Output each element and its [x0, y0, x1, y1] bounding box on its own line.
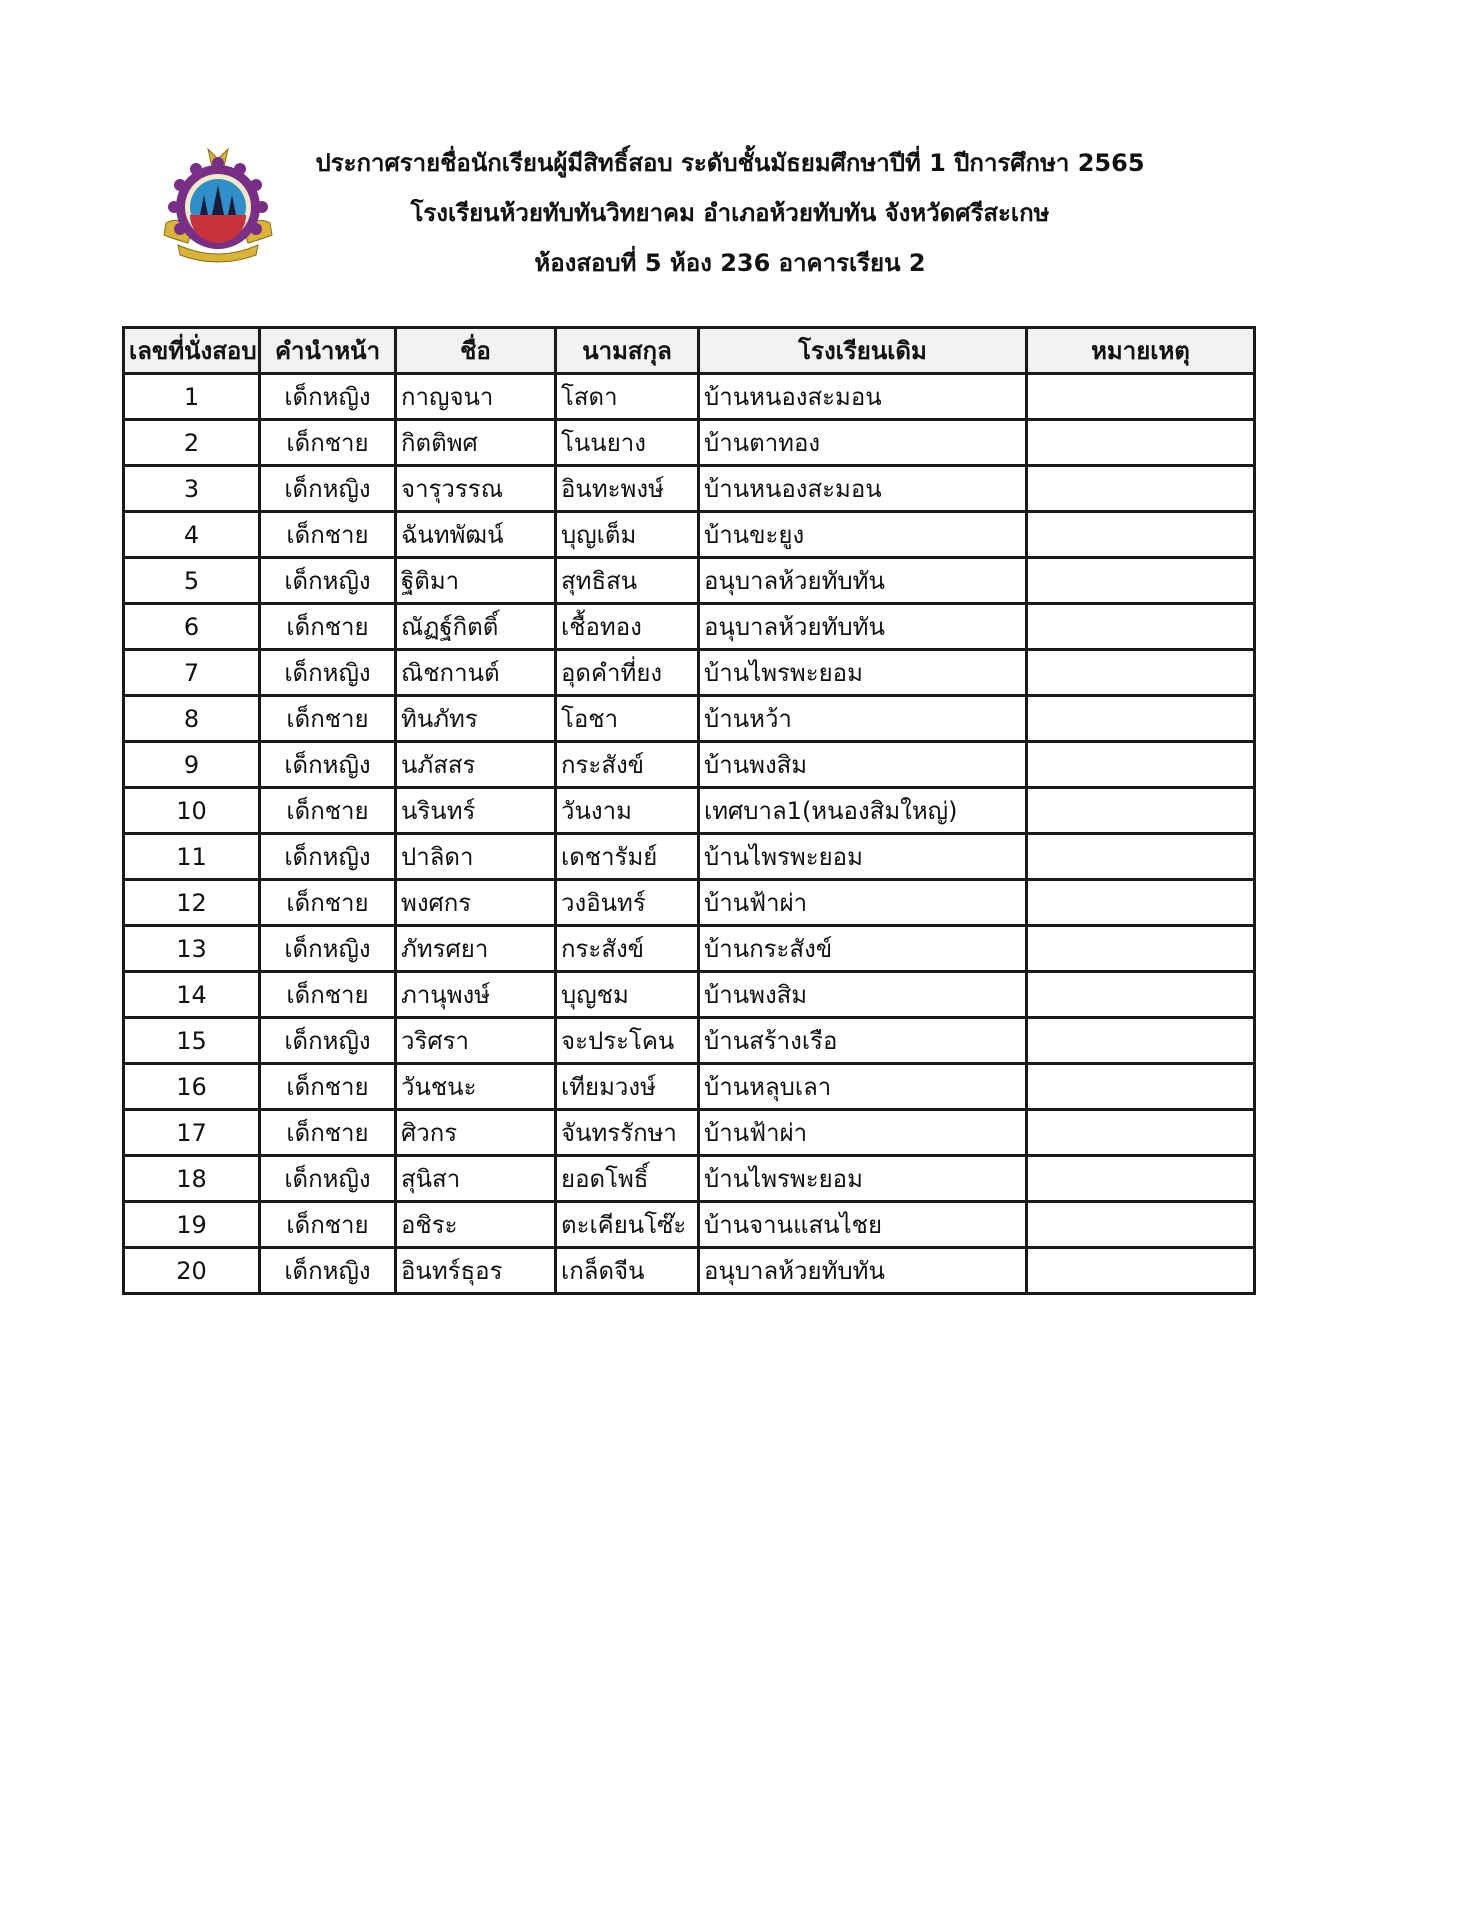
table-row [124, 374, 1255, 420]
table-row [124, 1018, 1255, 1064]
page-header [280, 138, 1180, 288]
student-roster-table [122, 326, 1256, 1295]
previous-school-cell: บ้านไพรพะยอม [699, 834, 1027, 880]
remarks-cell [1027, 696, 1255, 742]
remarks-cell [1027, 972, 1255, 1018]
prefix-cell: เด็กชาย [260, 1110, 396, 1156]
last-name-cell: โนนยาง [556, 420, 699, 466]
first-name-cell: ทินภัทร [396, 696, 556, 742]
table-row [124, 1110, 1255, 1156]
seat-number-cell: 6 [124, 604, 260, 650]
remarks-cell [1027, 374, 1255, 420]
seat-number-cell: 9 [124, 742, 260, 788]
remarks-cell [1027, 1202, 1255, 1248]
table-header-row [124, 328, 1255, 374]
remarks-cell [1027, 1248, 1255, 1294]
first-name-cell: กาญจนา [396, 374, 556, 420]
column-header-prefix: คำนำหน้า [260, 328, 396, 374]
table-row [124, 1248, 1255, 1294]
previous-school-cell: เทศบาล1(หนองสิมใหญ่) [699, 788, 1027, 834]
first-name-cell: ภานุพงษ์ [396, 972, 556, 1018]
table-row [124, 1202, 1255, 1248]
prefix-cell: เด็กชาย [260, 1202, 396, 1248]
prefix-cell: เด็กหญิง [260, 1156, 396, 1202]
last-name-cell: อินทะพงษ์ [556, 466, 699, 512]
last-name-cell: บุญชม [556, 972, 699, 1018]
first-name-cell: ภัทรศยา [396, 926, 556, 972]
seat-number-cell: 17 [124, 1110, 260, 1156]
seat-number-cell: 5 [124, 558, 260, 604]
seat-number-cell: 14 [124, 972, 260, 1018]
seat-number-cell: 7 [124, 650, 260, 696]
remarks-cell [1027, 1110, 1255, 1156]
remarks-cell [1027, 926, 1255, 972]
prefix-cell: เด็กชาย [260, 420, 396, 466]
first-name-cell: ฐิติมา [396, 558, 556, 604]
first-name-cell: ณัฏฐ์กิตติ์ [396, 604, 556, 650]
table-row [124, 834, 1255, 880]
last-name-cell: เชื้อทอง [556, 604, 699, 650]
remarks-cell [1027, 558, 1255, 604]
first-name-cell: นรินทร์ [396, 788, 556, 834]
seat-number-cell: 1 [124, 374, 260, 420]
previous-school-cell: บ้านหนองสะมอน [699, 374, 1027, 420]
last-name-cell: จันทรรักษา [556, 1110, 699, 1156]
table-row [124, 604, 1255, 650]
seat-number-cell: 18 [124, 1156, 260, 1202]
table-row [124, 650, 1255, 696]
first-name-cell: ปาลิดา [396, 834, 556, 880]
previous-school-cell: บ้านกระสังข์ [699, 926, 1027, 972]
last-name-cell: เกล็ดจีน [556, 1248, 699, 1294]
previous-school-cell: อนุบาลห้วยทับทัน [699, 558, 1027, 604]
last-name-cell: กระสังข์ [556, 926, 699, 972]
previous-school-cell: บ้านฟ้าผ่า [699, 1110, 1027, 1156]
seat-number-cell: 13 [124, 926, 260, 972]
remarks-cell [1027, 742, 1255, 788]
seat-number-cell: 11 [124, 834, 260, 880]
remarks-cell [1027, 1156, 1255, 1202]
school-emblem-icon [160, 145, 276, 267]
last-name-cell: จะประโคน [556, 1018, 699, 1064]
table-row [124, 466, 1255, 512]
table-row [124, 972, 1255, 1018]
last-name-cell: อุดคำที่ยง [556, 650, 699, 696]
previous-school-cell: บ้านตาทอง [699, 420, 1027, 466]
remarks-cell [1027, 788, 1255, 834]
last-name-cell: เดชารัมย์ [556, 834, 699, 880]
previous-school-cell: บ้านขะยูง [699, 512, 1027, 558]
seat-number-cell: 19 [124, 1202, 260, 1248]
column-header-last-name: นามสกุล [556, 328, 699, 374]
prefix-cell: เด็กหญิง [260, 558, 396, 604]
seat-number-cell: 20 [124, 1248, 260, 1294]
previous-school-cell: บ้านไพรพะยอม [699, 650, 1027, 696]
first-name-cell: จารุวรรณ [396, 466, 556, 512]
prefix-cell: เด็กชาย [260, 880, 396, 926]
first-name-cell: อชิระ [396, 1202, 556, 1248]
previous-school-cell: บ้านหลุบเลา [699, 1064, 1027, 1110]
previous-school-cell: บ้านพงสิม [699, 742, 1027, 788]
prefix-cell: เด็กชาย [260, 696, 396, 742]
prefix-cell: เด็กหญิง [260, 650, 396, 696]
last-name-cell: ยอดโพธิ์ [556, 1156, 699, 1202]
prefix-cell: เด็กหญิง [260, 926, 396, 972]
previous-school-cell: บ้านพงสิม [699, 972, 1027, 1018]
column-header-previous-school: โรงเรียนเดิม [699, 328, 1027, 374]
first-name-cell: สุนิสา [396, 1156, 556, 1202]
seat-number-cell: 3 [124, 466, 260, 512]
remarks-cell [1027, 880, 1255, 926]
previous-school-cell: บ้านหนองสะมอน [699, 466, 1027, 512]
seat-number-cell: 4 [124, 512, 260, 558]
seat-number-cell: 8 [124, 696, 260, 742]
previous-school-cell: อนุบาลห้วยทับทัน [699, 1248, 1027, 1294]
last-name-cell: โอชา [556, 696, 699, 742]
first-name-cell: พงศกร [396, 880, 556, 926]
table-row [124, 696, 1255, 742]
prefix-cell: เด็กชาย [260, 512, 396, 558]
table-row [124, 742, 1255, 788]
prefix-cell: เด็กหญิง [260, 1018, 396, 1064]
previous-school-cell: อนุบาลห้วยทับทัน [699, 604, 1027, 650]
column-header-seat-number: เลขที่นั่งสอบ [124, 328, 260, 374]
last-name-cell: กระสังข์ [556, 742, 699, 788]
prefix-cell: เด็กหญิง [260, 466, 396, 512]
last-name-cell: วันงาม [556, 788, 699, 834]
first-name-cell: ณิชกานต์ [396, 650, 556, 696]
last-name-cell: บุญเต็ม [556, 512, 699, 558]
table-row [124, 1156, 1255, 1202]
remarks-cell [1027, 420, 1255, 466]
exam-room-info: ห้องสอบที่ 5 ห้อง 236 อาคารเรียน 2 [534, 249, 926, 277]
table-row [124, 512, 1255, 558]
table-row [124, 1064, 1255, 1110]
first-name-cell: ศิวกร [396, 1110, 556, 1156]
previous-school-cell: บ้านไพรพะยอม [699, 1156, 1027, 1202]
table-row [124, 420, 1255, 466]
announcement-title: ประกาศรายชื่อนักเรียนผู้มีสิทธิ์สอบ ระดับชั้นมัธยมศึกษาปีที่ 1 ปีการศึกษา 2565 [315, 149, 1145, 177]
prefix-cell: เด็กหญิง [260, 834, 396, 880]
last-name-cell: เทียมวงษ์ [556, 1064, 699, 1110]
remarks-cell [1027, 466, 1255, 512]
last-name-cell: วงอินทร์ [556, 880, 699, 926]
previous-school-cell: บ้านจานแสนไชย [699, 1202, 1027, 1248]
first-name-cell: วริศรา [396, 1018, 556, 1064]
seat-number-cell: 10 [124, 788, 260, 834]
table-row [124, 880, 1255, 926]
prefix-cell: เด็กชาย [260, 788, 396, 834]
remarks-cell [1027, 512, 1255, 558]
remarks-cell [1027, 834, 1255, 880]
seat-number-cell: 2 [124, 420, 260, 466]
first-name-cell: กิตติพศ [396, 420, 556, 466]
remarks-cell [1027, 650, 1255, 696]
prefix-cell: เด็กหญิง [260, 374, 396, 420]
prefix-cell: เด็กหญิง [260, 742, 396, 788]
prefix-cell: เด็กชาย [260, 604, 396, 650]
school-name: โรงเรียนห้วยทับทันวิทยาคม อำเภอห้วยทับทัน จังหวัดศรีสะเกษ [410, 199, 1050, 227]
first-name-cell: วันชนะ [396, 1064, 556, 1110]
prefix-cell: เด็กชาย [260, 972, 396, 1018]
table-row [124, 558, 1255, 604]
previous-school-cell: บ้านหว้า [699, 696, 1027, 742]
seat-number-cell: 16 [124, 1064, 260, 1110]
remarks-cell [1027, 604, 1255, 650]
first-name-cell: นภัสสร [396, 742, 556, 788]
prefix-cell: เด็กหญิง [260, 1248, 396, 1294]
table-row [124, 788, 1255, 834]
last-name-cell: สุทธิสน [556, 558, 699, 604]
last-name-cell: โสดา [556, 374, 699, 420]
previous-school-cell: บ้านสร้างเรือ [699, 1018, 1027, 1064]
prefix-cell: เด็กชาย [260, 1064, 396, 1110]
seat-number-cell: 12 [124, 880, 260, 926]
remarks-cell [1027, 1064, 1255, 1110]
seat-number-cell: 15 [124, 1018, 260, 1064]
column-header-remarks: หมายเหตุ [1027, 328, 1255, 374]
first-name-cell: ฉันทพัฒน์ [396, 512, 556, 558]
table-row [124, 926, 1255, 972]
remarks-cell [1027, 1018, 1255, 1064]
column-header-first-name: ชื่อ [396, 328, 556, 374]
table-body [124, 374, 1255, 1294]
first-name-cell: อินทร์ธุอร [396, 1248, 556, 1294]
last-name-cell: ตะเคียนโซ๊ะ [556, 1202, 699, 1248]
previous-school-cell: บ้านฟ้าผ่า [699, 880, 1027, 926]
